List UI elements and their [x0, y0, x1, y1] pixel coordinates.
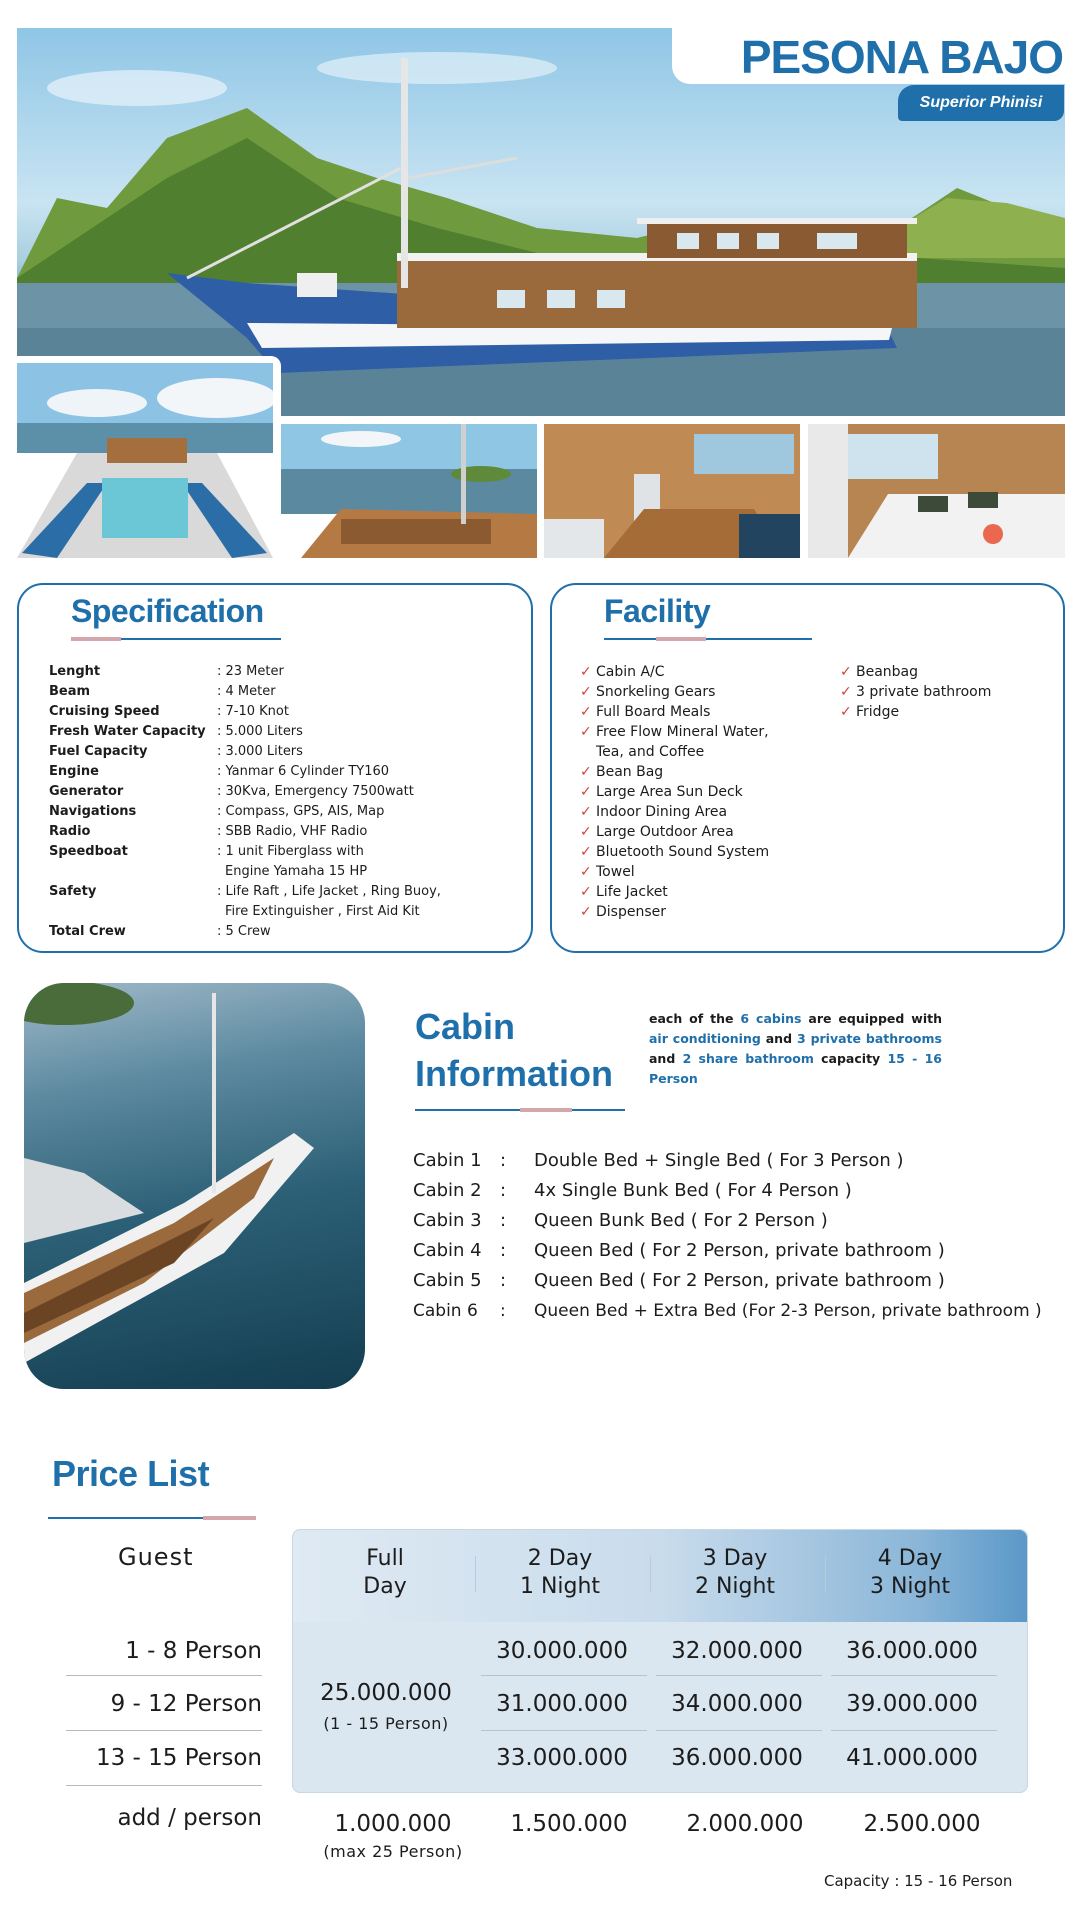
- cabin-name: Cabin 2: [413, 1180, 482, 1201]
- check-icon: ✓: [840, 704, 852, 720]
- add-person-price: 1.000.000: [334, 1811, 452, 1837]
- cell-divider: [481, 1675, 647, 1676]
- cabin-desc: Double Bed + Single Bed ( For 3 Person ): [534, 1150, 904, 1171]
- price-cell: 36.000.000: [846, 1638, 978, 1664]
- add-person-price: 2.500.000: [863, 1811, 981, 1837]
- aerial-boat-photo: [24, 983, 365, 1389]
- row-divider: [66, 1785, 262, 1786]
- cabin-name: Cabin 3: [413, 1210, 482, 1231]
- price-cell: 36.000.000: [671, 1745, 803, 1771]
- spec-label: Total Crew: [49, 924, 126, 939]
- cabin-underline: [415, 1109, 625, 1111]
- specification-underline: [71, 638, 281, 640]
- deck-photo: [17, 363, 273, 558]
- check-icon: ✓: [580, 724, 592, 740]
- price-cell: 30.000.000: [496, 1638, 628, 1664]
- spec-value: : 1 unit Fiberglass with: [217, 844, 364, 859]
- subtitle-badge: Superior Phinisi: [898, 85, 1064, 121]
- cell-divider: [831, 1730, 997, 1731]
- check-icon: ✓: [580, 784, 592, 800]
- price-cell: 41.000.000: [846, 1745, 978, 1771]
- price-cell: 32.000.000: [671, 1638, 803, 1664]
- full-day-note: (1 - 15 Person): [323, 1714, 449, 1733]
- cabin-desc: 4x Single Bunk Bed ( For 4 Person ): [534, 1180, 852, 1201]
- spec-value: : 5.000 Liters: [217, 724, 303, 739]
- row-divider: [66, 1730, 262, 1731]
- spec-value: : 5 Crew: [217, 924, 271, 939]
- spec-label: Engine: [49, 764, 99, 779]
- cabin-name: Cabin 4: [413, 1240, 482, 1261]
- brand-title: PESONA BAJO: [740, 31, 1063, 83]
- cabin-desc: Queen Bed + Extra Bed (For 2-3 Person, private bathroom ): [534, 1301, 1042, 1321]
- cell-divider: [656, 1675, 822, 1676]
- cabin-desc: Queen Bunk Bed ( For 2 Person ): [534, 1210, 828, 1231]
- facility-title: Facility: [604, 593, 711, 629]
- cabin-note: each of the 6 cabins are equipped with air conditioning and 3 private bathrooms and 2 share bathroom capacity 15 - 16 Person: [649, 1011, 942, 1086]
- check-icon: ✓: [580, 824, 592, 840]
- price-cell: 39.000.000: [846, 1691, 978, 1717]
- guest-label: 1 - 8 Person: [125, 1638, 262, 1664]
- spec-label: Lenght: [49, 664, 101, 679]
- full-day-price: 25.000.000: [320, 1680, 452, 1706]
- check-icon: ✓: [840, 664, 852, 680]
- guest-label: 13 - 15 Person: [95, 1745, 262, 1771]
- spec-label: Fresh Water Capacity: [49, 724, 206, 739]
- check-icon: ✓: [840, 684, 852, 700]
- check-icon: ✓: [580, 664, 592, 680]
- capacity-note: Capacity : 15 - 16 Person: [824, 1872, 1013, 1890]
- specification-title: Specification: [71, 593, 264, 629]
- bedroom-photo: [808, 424, 1065, 558]
- spec-value: : Life Raft , Life Jacket , Ring Buoy,: [217, 884, 441, 899]
- price-list-underline: [48, 1517, 256, 1519]
- check-icon: ✓: [580, 684, 592, 700]
- spec-value: : SBB Radio, VHF Radio: [217, 824, 368, 839]
- price-cell: 31.000.000: [496, 1691, 628, 1717]
- spec-value: : Yanmar 6 Cylinder TY160: [217, 764, 390, 779]
- spec-label: Speedboat: [49, 844, 128, 859]
- cell-divider: [481, 1730, 647, 1731]
- cabin-desc: Queen Bed ( For 2 Person, private bathroom ): [534, 1240, 945, 1261]
- spec-label: Fuel Capacity: [49, 744, 148, 759]
- check-icon: ✓: [580, 864, 592, 880]
- add-person-price: 1.500.000: [510, 1811, 628, 1837]
- cabin-name: Cabin 6: [413, 1301, 478, 1321]
- spec-label: Safety: [49, 884, 97, 899]
- spec-value: : 4 Meter: [217, 684, 276, 699]
- cell-divider: [831, 1675, 997, 1676]
- col-header: 4 Day 3 Night: [869, 1546, 951, 1599]
- facility-underline: [604, 638, 812, 640]
- dining-photo: [544, 424, 800, 558]
- specification-panel: [17, 583, 533, 953]
- check-icon: ✓: [580, 904, 592, 920]
- price-cell: 33.000.000: [496, 1745, 628, 1771]
- cabin-name: Cabin 1: [413, 1150, 482, 1171]
- spec-value: : Compass, GPS, AIS, Map: [217, 804, 385, 819]
- spec-label: Navigations: [49, 804, 137, 819]
- cell-divider: [656, 1730, 822, 1731]
- check-icon: ✓: [580, 804, 592, 820]
- add-person-note: (max 25 Person): [323, 1842, 463, 1861]
- spec-value: : 7-10 Knot: [217, 704, 289, 719]
- check-icon: ✓: [580, 844, 592, 860]
- spec-label: Beam: [49, 684, 91, 699]
- cabin-name: Cabin 5: [413, 1270, 482, 1291]
- bow-photo: [281, 424, 537, 558]
- check-icon: ✓: [580, 884, 592, 900]
- spec-label: Cruising Speed: [49, 704, 160, 719]
- add-person-price: 2.000.000: [686, 1811, 804, 1837]
- spec-label: Radio: [49, 824, 91, 839]
- guest-header: Guest: [118, 1543, 194, 1571]
- cabin-info-title: Cabin Information: [415, 1006, 613, 1094]
- price-list-title: Price List: [52, 1453, 210, 1494]
- col-header: 2 Day 1 Night: [519, 1546, 601, 1599]
- col-header: Full Day: [363, 1546, 407, 1599]
- spec-value-continued: Fire Extinguisher , First Aid Kit: [225, 904, 420, 919]
- spec-value: : 23 Meter: [217, 664, 284, 679]
- price-cell: 34.000.000: [671, 1691, 803, 1717]
- spec-value-continued: Engine Yamaha 15 HP: [225, 864, 368, 879]
- check-icon: ✓: [580, 704, 592, 720]
- cabin-desc: Queen Bed ( For 2 Person, private bathroom ): [534, 1270, 945, 1291]
- col-header: 3 Day 2 Night: [694, 1546, 776, 1599]
- spec-label: Generator: [49, 784, 124, 799]
- facility-panel: Facility ✓ Cabin A/C ✓ Snorkeling Gears ✓ Full Board Meals ✓ Free Flow Mineral Water, Tea, and Coffee ✓ Bean Bag ✓ Large Area Sun Deck ✓ Indoor Dining Area ✓ Large Outdoor Area ✓ Bluetooth Sound System ✓ Towel ✓ Life Jacket ✓ Dispenser ✓ Beanbag ✓ 3 private bathroom ✓ Fridge: [550, 583, 1065, 953]
- guest-label: 9 - 12 Person: [110, 1691, 262, 1717]
- spec-value: : 30Kva, Emergency 7500watt: [217, 784, 414, 799]
- spec-value: : 3.000 Liters: [217, 744, 303, 759]
- check-icon: ✓: [580, 764, 592, 780]
- row-divider: [66, 1675, 262, 1676]
- add-person-label: add / person: [117, 1805, 262, 1831]
